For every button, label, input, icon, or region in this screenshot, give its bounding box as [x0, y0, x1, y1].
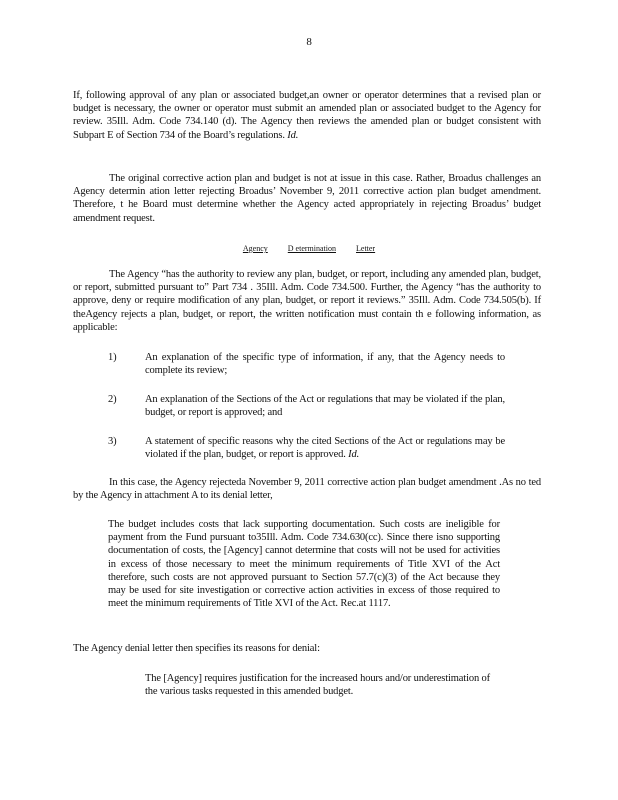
- paragraph-authority: The Agency “has the authority to review any plan, budget, or report, including any amended plan, budget, or report, submitted pursuant to” Part 734 . 35Ill. Adm. Code 734.500. Further, the Agency “has the authority to approve, deny or require modification of any plan, budget, or report it reviews.” 35Ill. Adm. Code 734.505(b). If theAgency rejects a plan, budget, or report, the written notification must contain th e following information, as applicable:: [73, 269, 541, 333]
- heading-word-2: D etermination: [287, 244, 336, 253]
- list-item-number: 3): [108, 436, 117, 447]
- list-item-3-text: A statement of specific reasons why the cited Sections of the Act or regulations may be violated if the plan, budget, or report is approved.: [145, 436, 505, 461]
- citation-id: Id.: [287, 129, 299, 141]
- list-item-text: [145, 435, 505, 461]
- list-item-number: 1): [108, 352, 117, 363]
- page-number: 8: [306, 36, 312, 48]
- list-item-text: An explanation of the specific type of information, if any, that the Agency needs to complete its review;: [145, 352, 505, 377]
- paragraph-rule-text: If, following approval of any plan or associated budget,an owner or operator determines that a revised plan or budget is necessary, the owner or operator must submit an amended plan or associated budget to the Agency for review. 35Ill. Adm. Code 734.140 (d). The Agency then reviews the amended plan or budget consistent with Subpart E of Section 734 of the Board’s regulations.: [73, 90, 541, 141]
- paragraph-rule: [73, 89, 541, 142]
- bullet-item-text: The [Agency] requires justification for the increased hours and/or underestimation of the various tasks requested in this amended budget.: [145, 673, 490, 698]
- block-quote: The budget includes costs that lack supporting documentation. Such costs are ineligible for payment from the Fund pursuant to35Ill. Adm. Code 734.630(cc). Since there isno supporting documentation of costs, the [Agency] cannot determine that costs will not be used for activities in excess of those necessary to meet the minimum requirements of Title XVI of the Act therefore, such costs are not approved pursuant to Section 57.7(c)(3) of the Act because they may be used for site investigation or corrective action activities in excess of those required to meet the minimum requirements of Title XVI of the Act. Rec.at 1117.: [108, 519, 500, 610]
- paragraph-denial: The Agency denial letter then specifies its reasons for denial:: [73, 643, 320, 654]
- paragraph-case: In this case, the Agency rejecteda November 9, 2011 corrective action plan budget amendment .As no ted by the Agency in attachment A to its denial letter,: [73, 477, 541, 502]
- paragraph-issue: The original corrective action plan and budget is not at issue in this case. Rather, Broadus challenges an Agency determin ation letter rejecting Broadus’ November 9, 2011 corrective action plan budget amendment. Therefore, t he Board must determine whether the Agency acted appropriately in rejecting Broadus’ budget amendment request.: [73, 173, 541, 224]
- list-item-number: 2): [108, 394, 117, 405]
- heading-word-3: Letter: [356, 244, 376, 253]
- list-item-text: An explanation of the Sections of the Act or regulations that may be violated if the plan, budget, or report is approved; and: [145, 394, 505, 419]
- citation-id: Id.: [348, 449, 360, 461]
- heading-word-1: Agency: [242, 244, 268, 253]
- section-heading: [0, 242, 618, 255]
